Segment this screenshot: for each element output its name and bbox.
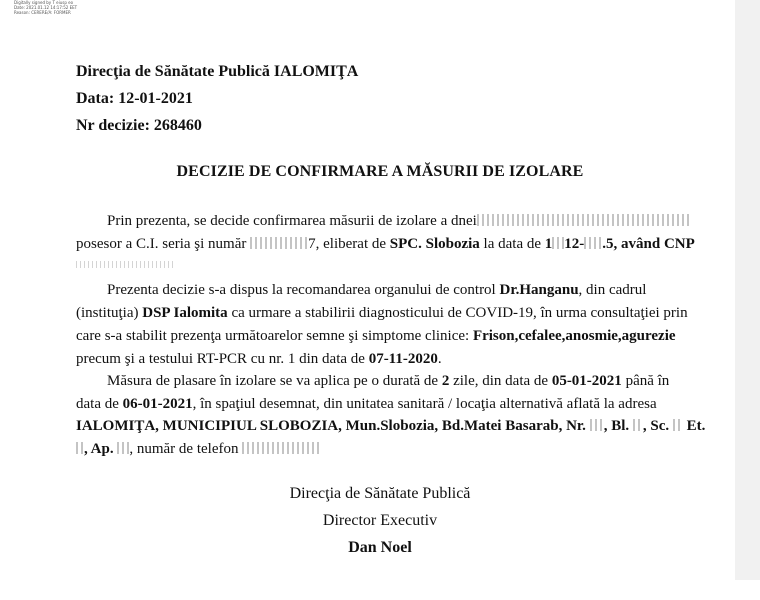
text: la data de [483,236,542,252]
issue-date-part: 12- [564,236,585,252]
stamp-line: Date: 2021.01.12 14:17:52 EET [14,5,78,10]
digital-signature-stamp [14,0,77,15]
institution-header: Direcţia de Sănătate Publică IALOMIŢA [76,63,359,80]
text: , din cadrul [578,282,647,298]
redacted [117,442,129,454]
signature-institution: Direcţia de Sănătate Publică [289,485,471,502]
text: 7, eliberat de [308,236,387,252]
text: până în [625,373,670,389]
para3-line1 [107,372,669,390]
redacted [590,419,604,431]
redacted [673,419,683,431]
control-organ: Dr.Hanganu [499,282,579,298]
redacted-cnp [76,261,176,268]
para2-line4 [76,350,442,368]
para3-line3 [76,417,705,435]
redacted-phone [242,442,322,454]
text: , în spaţiul desemnat, din unitatea sanitară / locaţia alternativă aflată la adresa [192,396,657,412]
text: din data de [299,351,365,367]
address: IALOMIŢA, MUNICIPIUL SLOBOZIA, Mun.Slobozia, Bd.Matei Basarab, Nr. [76,418,586,434]
text: posesor a C.I. seria şi număr [76,236,247,252]
document-title: DECIZIE DE CONFIRMARE A MĂSURII DE IZOLARE [176,163,584,180]
redacted-name [477,214,692,226]
signature-name: Dan Noel [348,539,412,556]
end-date: 06-01-2021 [122,396,193,412]
issue-date-part: 1 [544,236,553,252]
text: . [437,351,442,367]
decision-number: Nr decizie: 268460 [76,117,202,134]
redacted [552,237,564,249]
redacted [633,419,643,431]
para2-line1 [107,281,646,299]
text: Prezenta decizie s-a dispus la recomandarea organului de control [107,282,496,298]
address: , Bl. [603,418,630,434]
para3-line4 [76,440,322,458]
issue-date-part: .5, având CNP [602,236,695,252]
redacted-id [250,237,308,249]
text: (instituţia) [76,305,139,321]
para3-line2 [76,395,657,413]
start-date: 05-01-2021 [551,373,622,389]
text: Prin prezenta, se decide confirmarea măsurii de izolare a dnei [107,213,477,229]
symptoms: Frison,cefalee,anosmie,agurezie [472,328,676,344]
text: zile, din data de [453,373,549,389]
test-number: 1 [287,351,296,367]
para1-line2 [76,235,695,253]
para1-line3 [76,254,176,272]
address: Et. [686,418,706,434]
stamp-line: Reason: CERERE/A: FORMER [14,10,71,15]
issuer: SPC. Slobozia [389,236,480,252]
address: , Sc. [642,418,670,434]
para2-line2 [76,304,688,322]
stamp-line: Digitally signed by T eiusp eo [14,0,74,5]
signature-role: Director Executiv [322,512,438,529]
redacted [584,237,602,249]
text: , număr de telefon [129,441,239,457]
text: Măsura de plasare în izolare se va aplica pe o durată de [107,373,439,389]
redacted [76,442,84,454]
para2-line3 [76,327,676,345]
para1-line1 [107,212,692,230]
decision-date: Data: 12-01-2021 [76,90,193,107]
duration-days: 2 [441,373,450,389]
text: ca urmare a stabilirii diagnosticului de COVID-19, în urma consultaţiei prin [231,305,688,321]
text: data de [76,396,119,412]
text: precum şi a testului RT-PCR cu nr. [76,351,285,367]
test-date: 07-11-2020 [368,351,438,367]
text: care s-a stabilit prezenţa următoarelor semne şi simptome clinice: [76,328,470,344]
address: , Ap. [84,441,114,457]
institution-name: DSP Ialomita [142,305,228,321]
